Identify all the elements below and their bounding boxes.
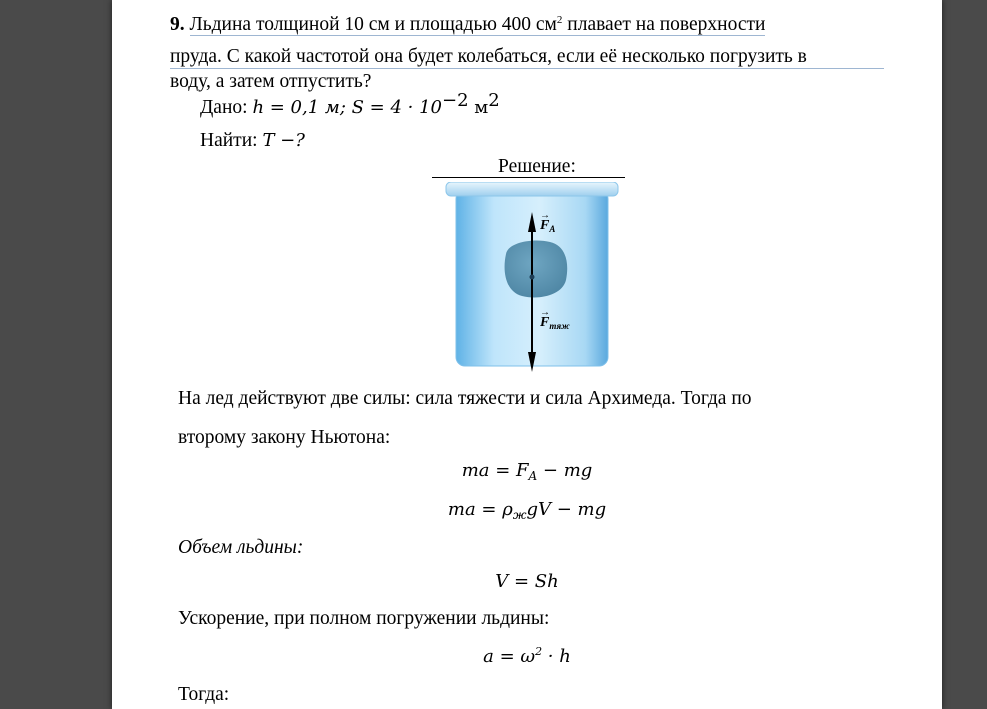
- formula-volume: V = Sh: [495, 571, 559, 592]
- problem-line-2: пруда. С какой частотой она будет колебаться, если её несколько погрузить в: [170, 46, 884, 69]
- given-h: h = 0,1 м;: [252, 97, 352, 118]
- problem-line-1: [170, 14, 765, 36]
- given-line: Дано: h = 0,1 м; $S = 4 \cdot 10^{-2}$ $м^2$: [200, 90, 500, 118]
- formula-newton: ma = $F_A$ − mg: [461, 460, 593, 483]
- problem-text-1: Льдина толщиной 10 см и площадью 400 $см^2$ плавает на поверхности: [189, 14, 766, 35]
- beaker-figure: [442, 182, 622, 372]
- document-page: [112, 0, 942, 709]
- ice-block-icon: [505, 241, 568, 298]
- paragraph-line-1: На лед действуют две силы: сила тяжести и сила Архимеда. Тогда по: [178, 388, 752, 409]
- paragraph-line-2: второму закону Ньютона:: [178, 427, 391, 448]
- solution-rule: [432, 177, 625, 178]
- find-value: T −?: [262, 130, 305, 151]
- given-label: Дано:: [200, 97, 248, 118]
- find-label: Найти:: [200, 130, 258, 151]
- formula-acceleration: $a = \omega^2 \cdot h$: [483, 645, 571, 667]
- given-s: S = 4 · 10: [351, 97, 443, 118]
- problem-number: 9.: [170, 14, 185, 35]
- solution-title: Решение:: [498, 156, 576, 177]
- then-label: Тогда:: [178, 684, 230, 705]
- formula-newton-expanded: ma = $\rho_жgV$ − mg: [447, 499, 607, 522]
- force-gravity-label: → $F_{тяж}$: [540, 307, 570, 331]
- acceleration-label: Ускорение, при полном погружении льдины:: [178, 608, 550, 629]
- problem-line-3: воду, а затем отпустить?: [170, 71, 372, 92]
- force-archimedes-label: → $F_A$: [540, 210, 556, 234]
- find-line: [200, 130, 305, 152]
- volume-label: Объем льдины:: [178, 537, 304, 558]
